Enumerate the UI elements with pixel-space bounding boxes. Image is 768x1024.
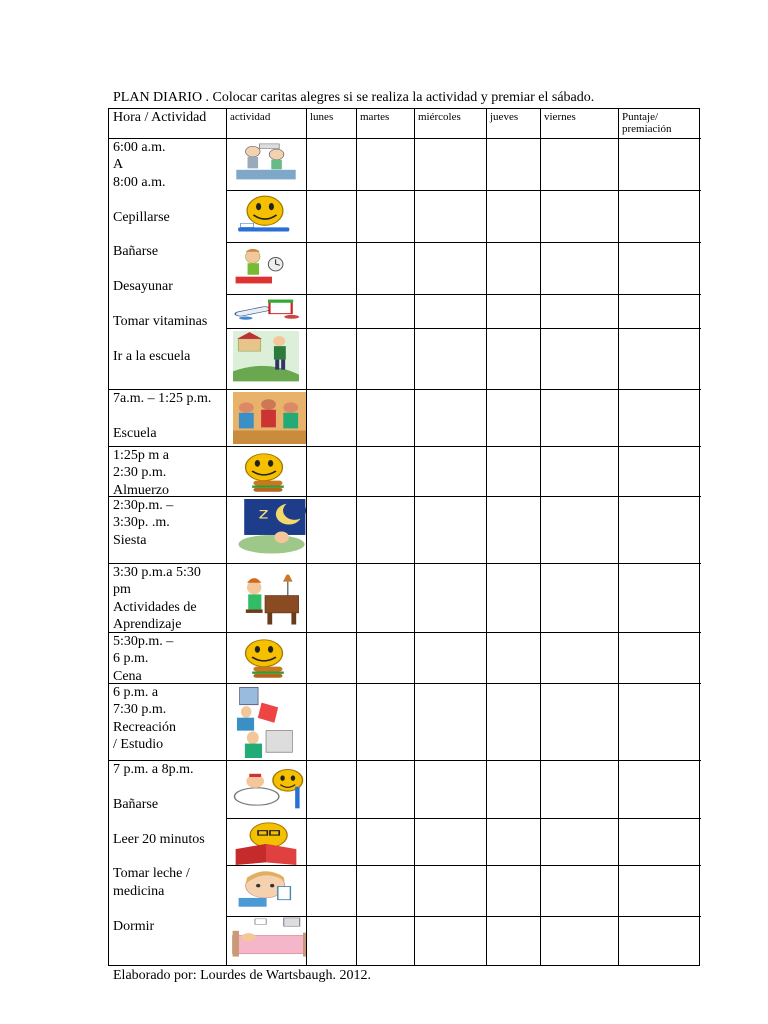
checkbox-cell-jueves[interactable] — [487, 684, 541, 761]
smiley-reading-image — [233, 821, 299, 865]
checkbox-cell-viernes[interactable] — [541, 243, 619, 295]
header-cell: martes — [357, 109, 415, 139]
time-activity-line: 6 p.m. — [113, 651, 149, 667]
time-activity-line — [113, 900, 226, 917]
checkbox-cell-jueves[interactable] — [487, 761, 541, 819]
activity-image-cell — [227, 497, 307, 564]
time-activity-cell — [109, 684, 227, 761]
smiley-burger-image — [231, 449, 297, 497]
activity-image-cell — [227, 564, 307, 633]
checkbox-cell-martes[interactable] — [357, 684, 415, 761]
header-cell: Hora / Actividad — [109, 109, 227, 139]
checkbox-cell-lunes[interactable] — [307, 819, 357, 866]
checkbox-cell-miercoles[interactable] — [415, 329, 487, 390]
time-activity-line: Aprendizaje — [113, 617, 182, 633]
time-activity-line: pm — [113, 582, 131, 598]
checkbox-cell-lunes[interactable] — [307, 497, 357, 564]
checkbox-cell-puntaje[interactable] — [619, 191, 701, 243]
checkbox-cell-viernes[interactable] — [541, 390, 619, 447]
header-cell: miércoles — [415, 109, 487, 139]
checkbox-cell-puntaje[interactable] — [619, 633, 701, 684]
time-activity-line: Cena — [113, 668, 142, 684]
checkbox-cell-viernes[interactable] — [541, 684, 619, 761]
checkbox-cell-miercoles[interactable] — [415, 761, 487, 819]
time-activity-line: 7a.m. – 1:25 p.m. — [113, 391, 212, 406]
time-activity-line: 1:25p m a — [113, 448, 169, 463]
checkbox-cell-miercoles[interactable] — [415, 633, 487, 684]
child-clock-image — [233, 245, 285, 293]
time-activity-cell — [109, 447, 227, 497]
activity-image-cell — [227, 447, 307, 497]
activity-image-cell — [227, 866, 307, 917]
checkbox-cell-jueves[interactable] — [487, 497, 541, 564]
checkbox-cell-martes[interactable] — [357, 329, 415, 390]
checkbox-cell-miercoles[interactable] — [415, 917, 487, 966]
daily-plan-table — [108, 108, 700, 966]
checkbox-cell-lunes[interactable] — [307, 139, 357, 191]
activity-image-cell — [227, 761, 307, 819]
child-sleeping-bed-image — [231, 917, 307, 963]
checkbox-cell-viernes[interactable] — [541, 191, 619, 243]
checkbox-cell-miercoles[interactable] — [415, 447, 487, 497]
checkbox-cell-jueves[interactable] — [487, 243, 541, 295]
time-activity-line — [113, 226, 226, 243]
checkbox-cell-lunes[interactable] — [307, 564, 357, 633]
bath-smiley-image — [233, 763, 307, 817]
time-activity-line: 5:30p.m. – — [113, 634, 174, 649]
time-activity-line: Actividades de — [113, 599, 197, 615]
checkbox-cell-miercoles[interactable] — [415, 139, 487, 191]
activity-image-cell — [227, 917, 307, 966]
checkbox-cell-lunes[interactable] — [307, 329, 357, 390]
checkbox-cell-lunes[interactable] — [307, 191, 357, 243]
time-activity-line: 2:30p.m. – — [113, 498, 174, 513]
time-activity-line: Bañarse — [113, 244, 159, 260]
time-activity-line: / Estudio — [113, 737, 164, 753]
activity-image-cell — [227, 684, 307, 761]
walking-to-school-image — [233, 331, 299, 387]
checkbox-cell-puntaje[interactable] — [619, 390, 701, 447]
time-activity-line: 2:30 p.m. — [113, 465, 167, 481]
time-activity-line: 8:00 a.m. — [113, 174, 166, 190]
time-activity-cell — [109, 761, 227, 966]
checkbox-cell-viernes[interactable] — [541, 295, 619, 329]
checkbox-cell-miercoles[interactable] — [415, 243, 487, 295]
tooth-brushing-kids-image — [233, 141, 299, 189]
checkbox-cell-martes[interactable] — [357, 866, 415, 917]
checkbox-cell-lunes[interactable] — [307, 761, 357, 819]
smiley-burger-image — [231, 635, 297, 683]
time-activity-line: Recreación — [113, 719, 176, 735]
header-cell: lunes — [307, 109, 357, 139]
time-activity-line: Ir a la escuela — [113, 348, 191, 364]
activity-image-cell — [227, 329, 307, 390]
sleeping-moon-image — [237, 499, 307, 557]
checkbox-cell-lunes[interactable] — [307, 447, 357, 497]
time-activity-line: Bañarse — [113, 796, 159, 812]
time-activity-line: 6:00 a.m. — [113, 140, 166, 155]
checkbox-cell-jueves[interactable] — [487, 917, 541, 966]
time-activity-line: Tomar vitaminas — [113, 314, 208, 330]
svg-text:z: z — [258, 505, 269, 524]
checkbox-cell-puntaje[interactable] — [619, 243, 701, 295]
checkbox-cell-jueves[interactable] — [487, 866, 541, 917]
checkbox-cell-puntaje[interactable] — [619, 761, 701, 819]
checkbox-cell-viernes[interactable] — [541, 447, 619, 497]
checkbox-cell-miercoles[interactable] — [415, 866, 487, 917]
time-activity-cell — [109, 390, 227, 447]
checkbox-cell-jueves[interactable] — [487, 819, 541, 866]
time-activity-line — [113, 778, 226, 795]
time-activity-line: 3:30 p.m.a 5:30 — [113, 565, 201, 580]
time-activity-line — [113, 848, 226, 865]
time-activity-line: Siesta — [113, 532, 147, 548]
time-activity-line: 7:30 p.m. — [113, 702, 167, 718]
checkbox-cell-viernes[interactable] — [541, 819, 619, 866]
activity-image-cell — [227, 295, 307, 329]
time-activity-line: A — [113, 157, 124, 173]
checkbox-cell-martes[interactable] — [357, 139, 415, 191]
time-activity-line — [113, 261, 226, 278]
checkbox-cell-viernes[interactable] — [541, 761, 619, 819]
checkbox-cell-puntaje[interactable] — [619, 329, 701, 390]
checkbox-cell-viernes[interactable] — [541, 329, 619, 390]
checkbox-cell-viernes[interactable] — [541, 564, 619, 633]
checkbox-cell-martes[interactable] — [357, 191, 415, 243]
header-cell: viernes — [541, 109, 619, 139]
time-activity-line: Desayunar — [113, 279, 173, 295]
classroom-kids-image — [233, 392, 307, 444]
checkbox-cell-jueves[interactable] — [487, 633, 541, 684]
checkbox-cell-puntaje[interactable] — [619, 917, 701, 966]
checkbox-cell-martes[interactable] — [357, 917, 415, 966]
checkbox-cell-viernes[interactable] — [541, 866, 619, 917]
checkbox-cell-viernes[interactable] — [541, 139, 619, 191]
vitamins-image — [231, 297, 305, 329]
time-activity-line: Dormir — [113, 918, 155, 934]
checkbox-cell-miercoles[interactable] — [415, 684, 487, 761]
checkbox-cell-martes[interactable] — [357, 819, 415, 866]
header-cell: Puntaje/ premiación — [619, 109, 701, 139]
time-activity-line — [113, 813, 226, 830]
child-drinking-milk-image — [233, 868, 303, 912]
time-activity-cell — [109, 564, 227, 633]
activity-image-cell — [227, 139, 307, 191]
checkbox-cell-miercoles[interactable] — [415, 390, 487, 447]
child-at-desk-image — [241, 570, 301, 628]
activity-image-cell — [227, 243, 307, 295]
time-activity-line — [113, 191, 226, 208]
activity-image-cell — [227, 633, 307, 684]
checkbox-cell-lunes[interactable] — [307, 390, 357, 447]
checkbox-cell-puntaje[interactable] — [619, 564, 701, 633]
header-cell: actividad — [227, 109, 307, 139]
checkbox-cell-martes[interactable] — [357, 295, 415, 329]
checkbox-cell-viernes[interactable] — [541, 633, 619, 684]
checkbox-cell-jueves[interactable] — [487, 447, 541, 497]
time-activity-line: 7 p.m. a 8p.m. — [113, 762, 194, 777]
checkbox-cell-viernes[interactable] — [541, 497, 619, 564]
activity-image-cell — [227, 390, 307, 447]
checkbox-cell-miercoles[interactable] — [415, 191, 487, 243]
checkbox-cell-puntaje[interactable] — [619, 819, 701, 866]
time-activity-line: 3:30p. .m. — [113, 515, 170, 531]
time-activity-line: medicina — [113, 883, 165, 899]
checkbox-cell-miercoles[interactable] — [415, 497, 487, 564]
checkbox-cell-jueves[interactable] — [487, 139, 541, 191]
checkbox-cell-lunes[interactable] — [307, 917, 357, 966]
checkbox-cell-viernes[interactable] — [541, 917, 619, 966]
time-activity-line: Escuela — [113, 425, 157, 441]
time-activity-cell — [109, 633, 227, 684]
checkbox-cell-puntaje[interactable] — [619, 684, 701, 761]
checkbox-cell-martes[interactable] — [357, 761, 415, 819]
smiley-toothbrush-image — [233, 191, 297, 243]
time-activity-line — [113, 407, 226, 424]
checkbox-cell-puntaje[interactable] — [619, 447, 701, 497]
time-activity-line — [113, 296, 226, 313]
checkbox-cell-martes[interactable] — [357, 447, 415, 497]
time-activity-cell — [109, 139, 227, 390]
footer-credit: Elaborado por: Lourdes de Wartsbaugh. 2012. — [113, 968, 371, 983]
time-activity-line: Cepillarse — [113, 209, 170, 225]
time-activity-line: Leer 20 minutos — [113, 831, 205, 847]
checkbox-cell-miercoles[interactable] — [415, 295, 487, 329]
time-activity-line: Almuerzo — [113, 482, 169, 497]
checkbox-cell-puntaje[interactable] — [619, 139, 701, 191]
checkbox-cell-lunes[interactable] — [307, 295, 357, 329]
checkbox-cell-miercoles[interactable] — [415, 564, 487, 633]
recreation-study-image — [233, 686, 299, 758]
checkbox-cell-lunes[interactable] — [307, 243, 357, 295]
activity-image-cell — [227, 819, 307, 866]
checkbox-cell-miercoles[interactable] — [415, 819, 487, 866]
checkbox-cell-jueves[interactable] — [487, 191, 541, 243]
time-activity-line — [113, 330, 226, 347]
checkbox-cell-jueves[interactable] — [487, 329, 541, 390]
checkbox-cell-puntaje[interactable] — [619, 497, 701, 564]
header-cell: jueves — [487, 109, 541, 139]
time-activity-line: Tomar leche / — [113, 866, 190, 882]
checkbox-cell-jueves[interactable] — [487, 390, 541, 447]
page-title: PLAN DIARIO . Colocar caritas alegres si se realiza la actividad y premiar el sábado. — [113, 90, 595, 105]
checkbox-cell-jueves[interactable] — [487, 564, 541, 633]
activity-image-cell — [227, 191, 307, 243]
checkbox-cell-martes[interactable] — [357, 497, 415, 564]
checkbox-cell-martes[interactable] — [357, 390, 415, 447]
checkbox-cell-lunes[interactable] — [307, 866, 357, 917]
checkbox-cell-lunes[interactable] — [307, 684, 357, 761]
checkbox-cell-martes[interactable] — [357, 633, 415, 684]
time-activity-cell — [109, 497, 227, 564]
checkbox-cell-puntaje[interactable] — [619, 866, 701, 917]
checkbox-cell-martes[interactable] — [357, 564, 415, 633]
checkbox-cell-lunes[interactable] — [307, 633, 357, 684]
time-activity-line: 6 p.m. a — [113, 685, 159, 700]
checkbox-cell-jueves[interactable] — [487, 295, 541, 329]
checkbox-cell-martes[interactable] — [357, 243, 415, 295]
checkbox-cell-puntaje[interactable] — [619, 295, 701, 329]
